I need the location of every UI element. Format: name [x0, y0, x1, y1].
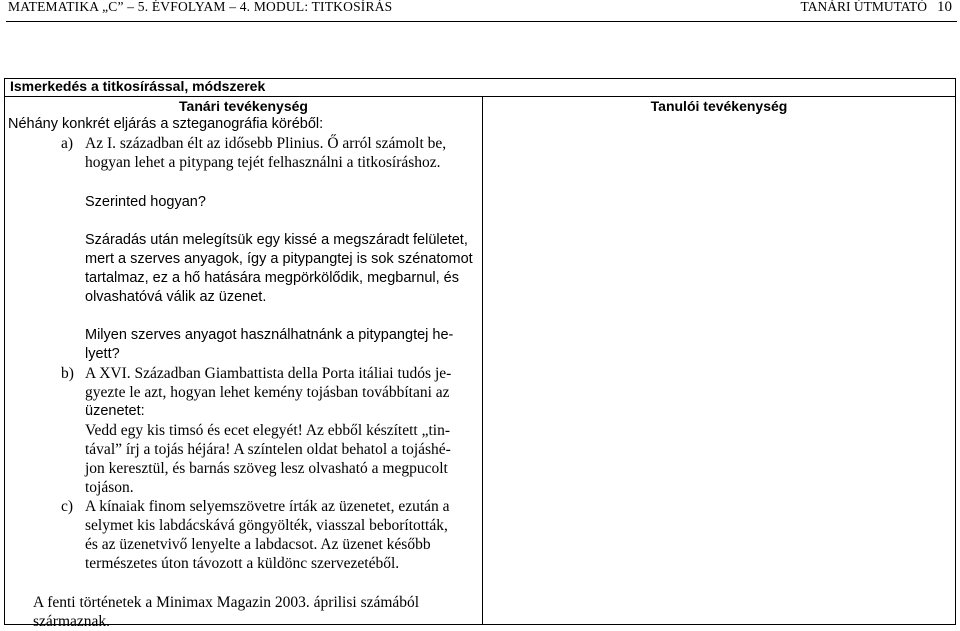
answer-line1: Száradás után melegítsük egy kissé a megszáradt felületet,: [85, 232, 468, 248]
student-activity-heading: Tanulói tevékenység: [650, 98, 788, 114]
item-b-label: b): [61, 365, 74, 382]
header-guide-label: [801, 0, 952, 16]
question-organic-line2: lyett?: [85, 346, 120, 362]
question-organic-line1: Milyen szerves anyagot használhatnánk a pitypangtej he-: [85, 327, 454, 343]
item-c-label: c): [61, 498, 74, 515]
answer-line4: olvashatóvá válik az üzenet.: [85, 289, 267, 305]
item-b-line1: A XVI. Században Giambattista della Porta itáliai tudós je-: [85, 365, 452, 382]
header-rule: [6, 21, 957, 22]
question-how: Szerinted hogyan?: [85, 194, 206, 210]
source-line2: származnak.: [33, 613, 111, 630]
answer-line3: tartalmaz, ez a hő hatására megpörkölődik, megbarnul, és: [85, 270, 459, 286]
item-c-line3: és az üzenetvivő lenyelte a labdacsot. Az üzenet később: [85, 536, 431, 553]
item-a-line2: hogyan lehet a pitypang tejét felhasználni a titkosíráshoz.: [85, 154, 441, 171]
item-b-line3: üzenetet:: [85, 403, 145, 419]
item-c-line1: A kínaiak finom selyemszövetre írták az üzenetet, ezután a: [85, 498, 450, 515]
student-activity-column: [483, 97, 955, 625]
item-b-line6: jon keresztül, és barnás szöveg lesz olvasható a megpucolt: [85, 460, 448, 477]
answer-line2: mert a szerves anyagok, így a pitypangtej is sok szénatomot: [85, 251, 473, 267]
activity-table: [4, 78, 956, 630]
header-guide-text: TANÁRI ÚTMUTATÓ: [800, 0, 927, 14]
item-a-line1: Az I. században élt az idősebb Plinius. Ő arról számolt be,: [85, 135, 447, 152]
item-c-line4: természetes úton távozott a küldönc szervezetéből.: [85, 555, 400, 572]
source-line1: A fenti történetek a Minimax Magazin 2003. áprilisi számából: [33, 594, 420, 611]
page-header: [0, 0, 960, 22]
item-b-line2: gyezte le azt, hogyan lehet kemény tojásban továbbítani az: [85, 384, 450, 401]
teacher-activity-column: [5, 97, 482, 630]
item-c-line2: selymet kis labdácskává göngyölték, viasszal beborították,: [85, 517, 448, 534]
teacher-activity-heading: Tanári tevékenység: [179, 98, 308, 114]
item-b-line4: Vedd egy kis timsó és ecet elegyét! Az ebből készített „tin-: [85, 422, 450, 439]
item-a-label: a): [61, 135, 74, 152]
table-title-row: [5, 79, 955, 97]
page-number: 10: [937, 0, 952, 15]
header-module-title: MATEMATIKA „C” – 5. ÉVFOLYAM – 4. MODUL: TITKOSÍRÁS: [8, 0, 393, 14]
item-b-line7: tojáson.: [85, 479, 134, 496]
intro-text: Néhány konkrét eljárás a szteganográfia köréből:: [8, 116, 324, 132]
table-title: Ismerkedés a titkosírással, módszerek: [10, 78, 266, 94]
item-b-line5: tával” írj a tojás héjára! A színtelen oldat behatol a tojáshé-: [85, 441, 451, 458]
